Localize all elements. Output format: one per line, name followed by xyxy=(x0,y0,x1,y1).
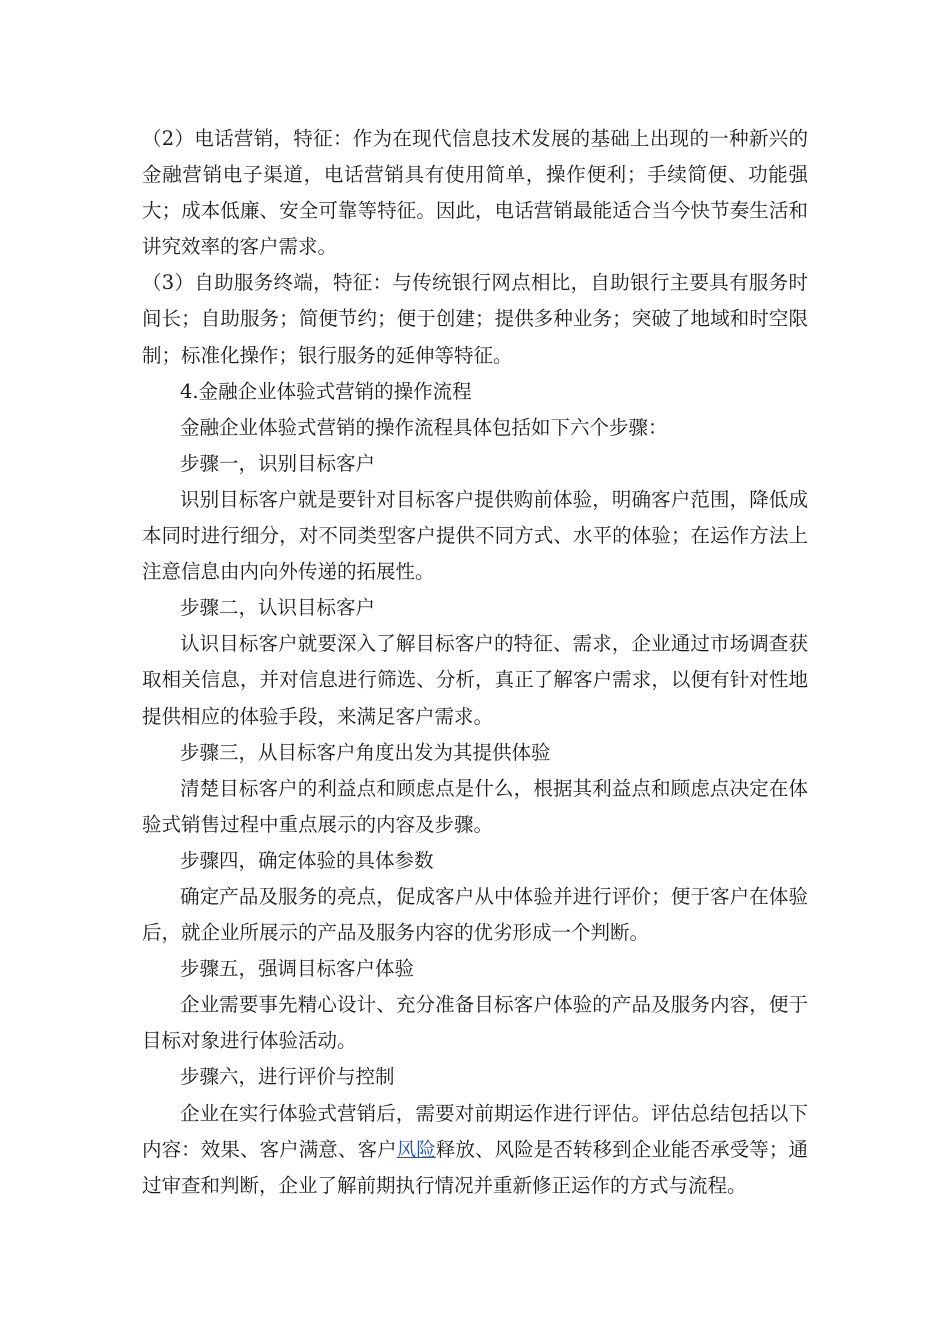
step6-body xyxy=(142,1096,808,1204)
step5-title: 步骤五，强调目标客户体验 xyxy=(180,957,415,981)
step4-title: 步骤四，确定体验的具体参数 xyxy=(180,848,434,872)
step6-body-after-link: 释放、风险是否转移到企业能否承受等；通过审查和判断，企业了解前期执行情况并重新修正运作的方式与流程。 xyxy=(142,1137,808,1197)
step4-body: 确定产品及服务的亮点，促成客户从中体验并进行评价；便于客户在体验后，就企业所展示的产品及服务内容的优劣形成一个判断。 xyxy=(142,884,808,945)
step2-title: 步骤二，认识目标客户 xyxy=(180,596,376,620)
step1-body: 识别目标客户就是要针对目标客户提供购前体验，明确客户范围，降低成本同时进行细分，对不同类型客户提供不同方式、水平的体验；在运作方法上注意信息由内向外传递的拓展性。 xyxy=(142,487,808,584)
risk-link[interactable]: 风险 xyxy=(396,1137,436,1161)
step6-body-before-link: 企业在实行体验式营销后，需要对前期运作进行评估。评估总结包括以下内容：效果、客户满意、客户 xyxy=(142,1101,808,1161)
paragraph-self-service: （3）自助服务终端，特征：与传统银行网点相比，自助银行主要具有服务时间长；自助服务；简便节约；便于创建；提供多种业务；突破了地域和时空限制；标准化操作；银行服务的延伸等特征。 xyxy=(142,271,808,367)
step3-body: 清楚目标客户的利益点和顾虑点是什么，根据其利益点和顾虑点决定在体验式销售过程中重点展示的内容及步骤。 xyxy=(142,776,808,836)
step5-body: 企业需要事先精心设计、充分准备目标客户体验的产品及服务内容，便于目标对象进行体验活动。 xyxy=(142,993,808,1053)
step3-title: 步骤三，从目标客户角度出发为其提供体验 xyxy=(180,740,551,764)
step6-title: 步骤六，进行评价与控制 xyxy=(180,1065,395,1089)
paragraph-phone-marketing: （2）电话营销，特征：作为在现代信息技术发展的基础上出现的一种新兴的金融营销电子渠道，电话营销具有使用简单，操作便利；手续简便、功能强大；成本低廉、安全可靠等特征。因此，电话营销最能适合当今快节奏生活和讲究效率的客户需求。 xyxy=(142,127,808,259)
paragraph-intro: 金融企业体验式营销的操作流程具体包括如下六个步骤： xyxy=(180,415,668,439)
step1-title: 步骤一，识别目标客户 xyxy=(180,451,376,475)
document-body xyxy=(142,121,808,1204)
section-heading: 4.金融企业体验式营销的操作流程 xyxy=(180,379,472,403)
step2-body: 认识目标客户就要深入了解目标客户的特征、需求，企业通过市场调查获取相关信息，并对信息进行筛选、分析，真正了解客户需求，以便有针对性地提供相应的体验手段，来满足客户需求。 xyxy=(142,632,808,728)
